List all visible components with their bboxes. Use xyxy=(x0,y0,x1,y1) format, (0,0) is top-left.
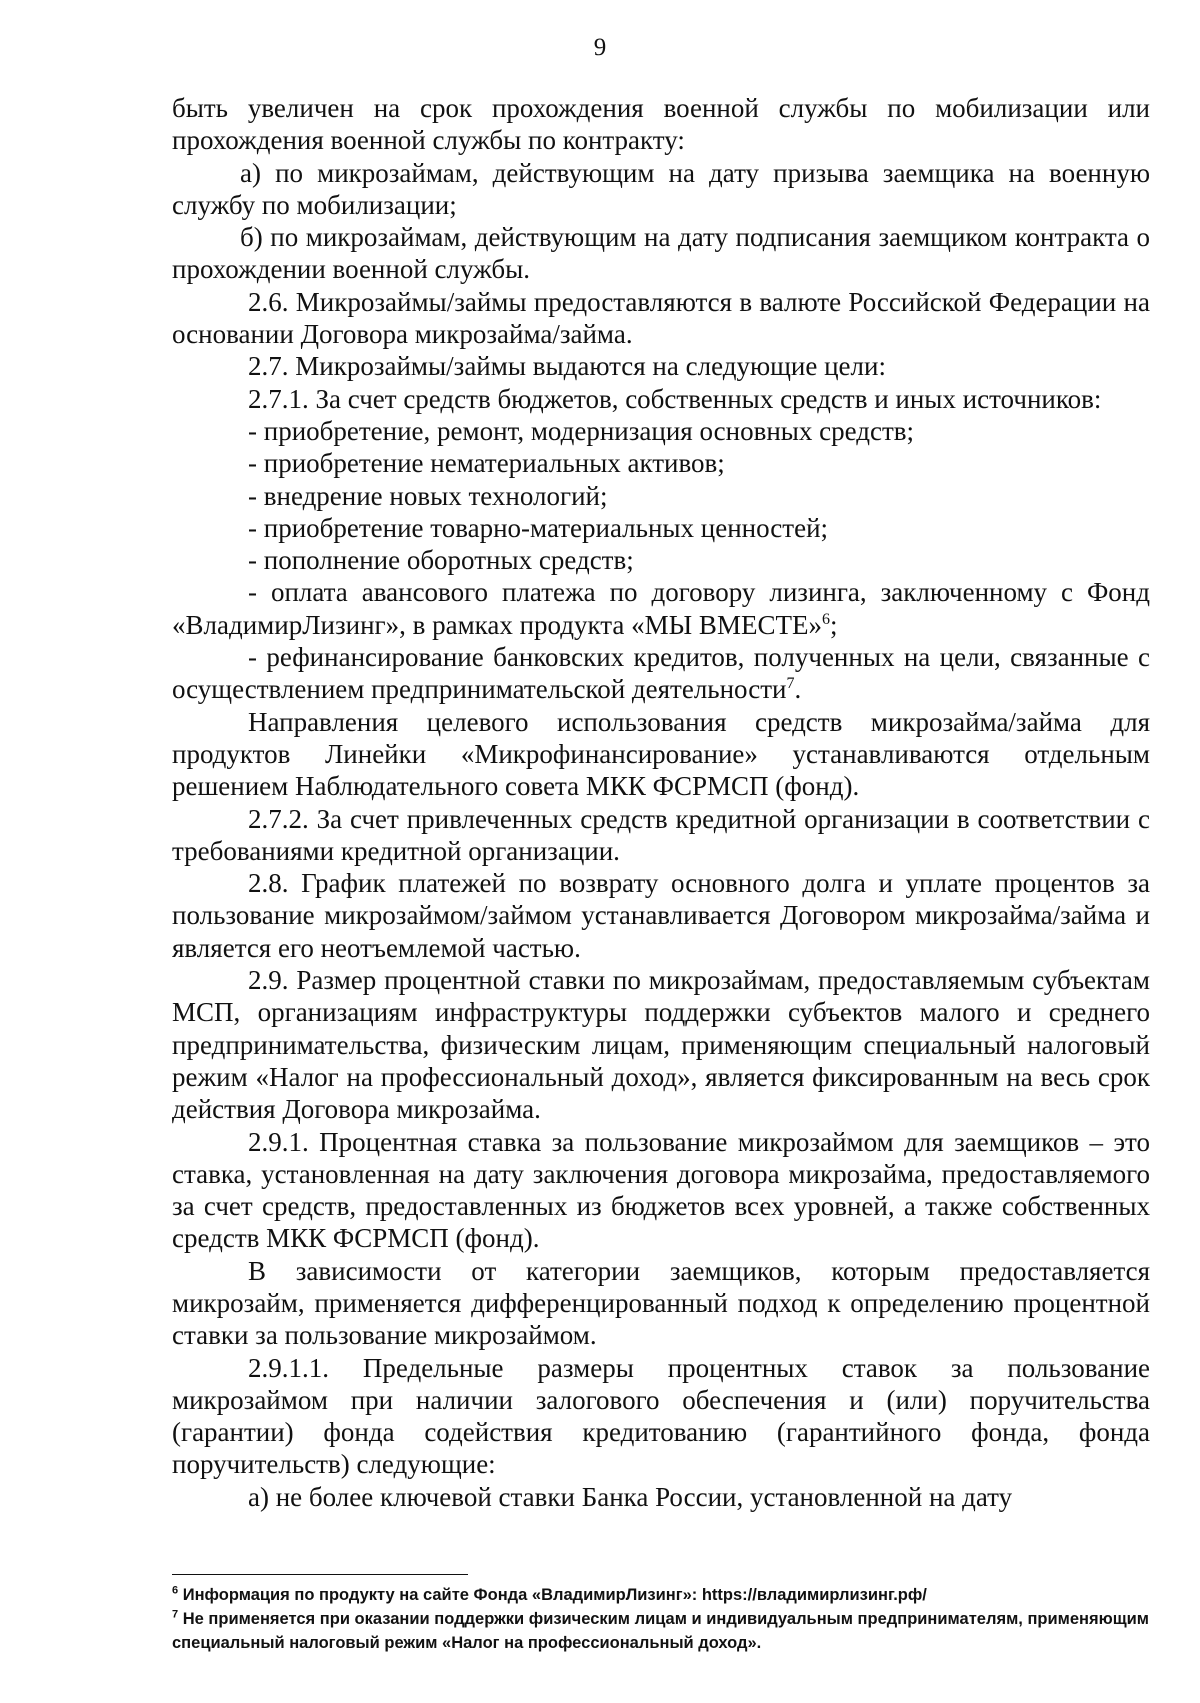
paragraph xyxy=(172,92,1150,157)
paragraph xyxy=(172,350,1150,382)
paragraph-text: Направления целевого использования средств микрозайма/займа для продуктов Линейки «Микрофинансирование» устанавливаются отдельным решением Наблюдательного совета МКК ФСРМСП (фонд). xyxy=(172,706,1150,802)
paragraph-text: 2.9.1.1. Предельные размеры процентных ставок за пользование микрозаймом при наличии залогового обеспечения и (или) поручительства (гарантии) фонда содействия кредитованию (гарантийного фонда, фонда поручительств) следующие: xyxy=(172,1352,1150,1480)
footnote-reference: 7 xyxy=(786,675,795,693)
footnote-mark: 6 xyxy=(172,1584,179,1597)
paragraph-text: 2.6. Микрозаймы/займы предоставляются в валюте Российской Федерации на основании Договора микрозайма/займа. xyxy=(172,286,1150,350)
paragraph-text: - приобретение, ремонт, модернизация основных средств; xyxy=(248,415,915,446)
paragraph xyxy=(172,286,1150,351)
paragraph xyxy=(172,512,1150,544)
paragraph-text: - внедрение новых технологий; xyxy=(248,480,608,511)
paragraph xyxy=(172,964,1150,1125)
paragraph-punctuation: . xyxy=(794,674,802,705)
paragraph-text: 2.7.2. За счет привлеченных средств кредитной организации в соответствии с требованиями кредитной организации. xyxy=(172,803,1150,866)
paragraph-text: 2.7.1. За счет средств бюджетов, собственных средств и иных источников: xyxy=(248,383,1102,414)
paragraph xyxy=(172,1126,1150,1255)
paragraph-text: 2.9. Размер процентной ставки по микрозаймам, предоставляемым субъектам МСП, организациям инфраструктуры поддержки субъектов малого и среднего предпринимательства, физическим лицам, применяющим специальный налоговый режим «Налог на профессиональный доход», является фиксированным на весь срок действия Договора микрозайма. xyxy=(172,965,1150,1125)
paragraph-text: 2.9.1. Процентная ставка за пользование микрозаймом для заемщиков – это ставка, установленная на дату заключения договора микрозайма, предоставляемого за счет средств, предоставленных из бюджетов всех уровней, а также собственных средств МКК ФСРМСП (фонд). xyxy=(172,1126,1150,1254)
paragraph-text: - оплата авансового платежа по договору лизинга, заключенному с Фонд «ВладимирЛизинг», в рамках продукта «МЫ ВМЕСТЕ» xyxy=(172,577,1150,640)
paragraph-text: - рефинансирование банковских кредитов, полученных на цели, связанные с осуществлением предпринимательской деятельности xyxy=(172,642,1150,705)
paragraph-text: - приобретение нематериальных активов; xyxy=(248,448,725,479)
footnotes xyxy=(172,1583,1150,1655)
paragraph xyxy=(172,1352,1150,1481)
footnote-separator xyxy=(172,1574,468,1575)
paragraph-punctuation: ; xyxy=(829,609,838,640)
document-body xyxy=(172,92,1150,1513)
footnote-mark: 7 xyxy=(172,1608,179,1621)
paragraph xyxy=(172,447,1150,479)
paragraph xyxy=(172,867,1150,964)
footnote xyxy=(172,1583,1150,1607)
footnote xyxy=(172,1607,1150,1655)
page-number: 9 xyxy=(593,34,607,61)
paragraph-text: б) по микрозаймам, действующим на дату подписания заемщиком контракта о прохождении военной службы. xyxy=(172,222,1150,285)
footnote-text: Информация по продукту на сайте Фонда «ВладимирЛизинг»: https://владимирлизинг.рф/ xyxy=(182,1586,927,1604)
paragraph-text: - приобретение товарно-материальных ценностей; xyxy=(248,512,829,543)
paragraph xyxy=(172,544,1150,576)
paragraph-text: а) по микрозаймам, действующим на дату призыва заемщика на военную службу по мобилизации; xyxy=(172,157,1150,220)
paragraph-text: - пополнение оборотных средств; xyxy=(248,545,634,576)
paragraph xyxy=(172,576,1150,641)
paragraph-text: а) не более ключевой ставки Банка России, установленной на дату xyxy=(248,1481,1013,1512)
footnote-text: Не применяется при оказании поддержки физическим лицам и индивидуальным предпринимателям, применяющим специальный налоговый режим «Налог на профессиональный доход». xyxy=(172,1610,1149,1652)
footnote-reference: 6 xyxy=(821,610,830,628)
paragraph xyxy=(172,803,1150,868)
paragraph xyxy=(172,157,1150,222)
paragraph xyxy=(172,706,1150,803)
paragraph xyxy=(172,480,1150,512)
paragraph xyxy=(172,1481,1150,1513)
paragraph-text: 2.8. График платежей по возврату основного долга и уплате процентов за пользование микрозаймом/займом устанавливается Договором микрозайма/займа и является его неотъемлемой частью. xyxy=(172,868,1150,963)
paragraph xyxy=(172,221,1150,286)
paragraph xyxy=(172,1255,1150,1352)
paragraph-text: 2.7. Микрозаймы/займы выдаются на следующие цели: xyxy=(248,351,886,382)
paragraph-text: быть увеличен на срок прохождения военной службы по мобилизации или прохождения военной службы по контракту: xyxy=(172,93,1150,156)
paragraph xyxy=(172,383,1150,415)
paragraph xyxy=(172,641,1150,706)
paragraph-text: В зависимости от категории заемщиков, которым предоставляется микрозайм, применяется дифференцированный подход к определению процентной ставки за пользование микрозаймом. xyxy=(172,1255,1150,1351)
paragraph xyxy=(172,415,1150,447)
